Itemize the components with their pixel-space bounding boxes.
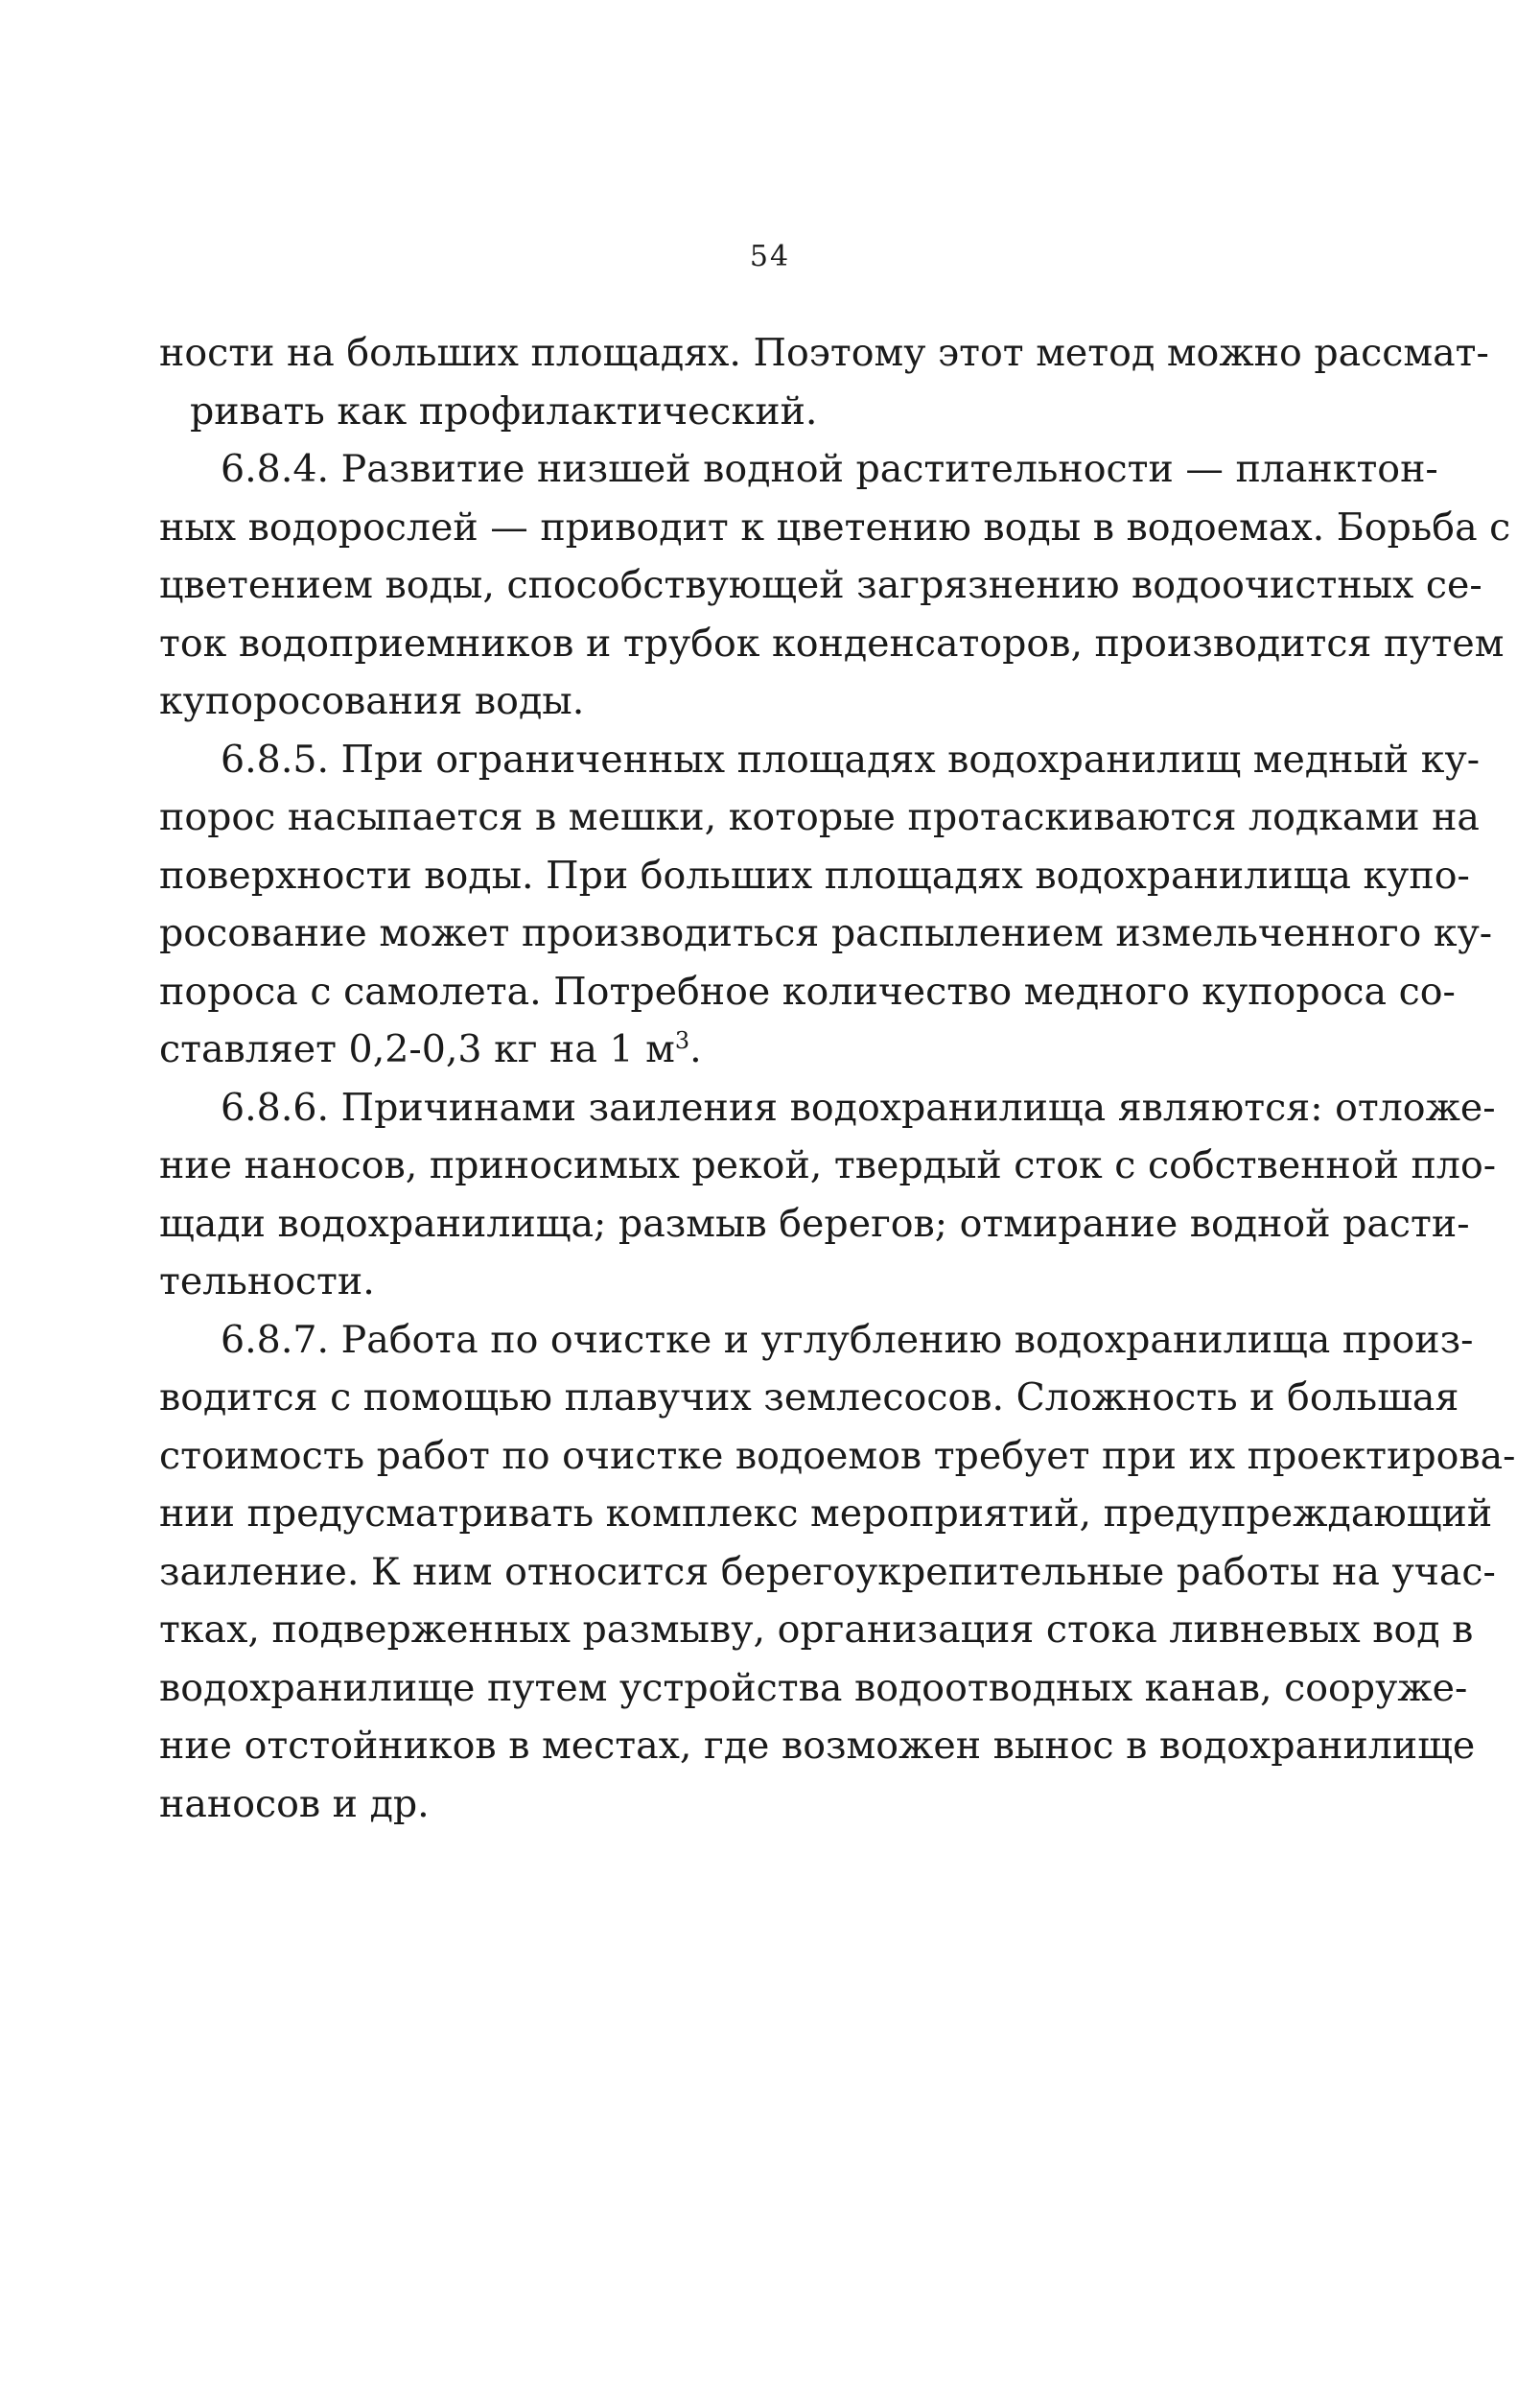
text-line: щади водохранилища; размыв берегов; отмирание водной расти- (159, 1201, 1470, 1246)
page-number: 54 (749, 240, 791, 273)
text-line: заиление. К ним относится берегоукрепительные работы на учас- (159, 1549, 1496, 1594)
paragraph-6-8-4-line: 6.8.4. Развитие низшей водной растительности — планктон- (221, 447, 1438, 491)
text-line: водохранилище путем устройства водоотводных канав, сооруже- (159, 1665, 1468, 1710)
text-line: тках, подверженных размыву, организация стока ливневых вод в (159, 1608, 1474, 1652)
text-line: наносов и др. (159, 1781, 430, 1826)
text-line: ных водорослей — приводит к цветению воды в водоемах. Борьба с (159, 505, 1511, 550)
paragraph-6-8-5-line: 6.8.5. При ограниченных площадях водохранилищ медный ку- (221, 737, 1481, 782)
text-line: порос насыпается в мешки, которые протаскиваются лодками на (159, 795, 1480, 839)
sentence-end: . (689, 1027, 702, 1071)
text-line: поверхности воды. При больших площадях водохранилища купо- (159, 853, 1470, 898)
text-line: тельности. (159, 1259, 375, 1303)
text-line: ривать как профилактический. (190, 388, 818, 434)
paragraph-6-8-7-line: 6.8.7. Работа по очистке и углублению водохранилища произ- (221, 1317, 1474, 1362)
text-line: нии предусматривать комплекс мероприятий, предупреждающий (159, 1491, 1493, 1536)
paragraph-6-8-6-line: 6.8.6. Причинами заиления водохранилища являются: отложе- (221, 1085, 1496, 1130)
text-line: водится с помощью плавучих землесосов. Сложность и большая (159, 1375, 1459, 1420)
text-line: купоросования воды. (159, 679, 585, 723)
text-line: пороса с самолета. Потребное количество медного купороса со- (159, 969, 1456, 1014)
text-line: ности на больших площадях. Поэтому этот метод можно рассмат- (159, 331, 1489, 375)
text-line: ние отстойников в местах, где возможен вынос в водохранилище (159, 1724, 1476, 1768)
text-line: ние наносов, приносимых рекой, твердый сток с собственной пло- (159, 1143, 1497, 1187)
text-line: цветением воды, способствующей загрязнению водоочистных се- (159, 563, 1482, 607)
text-line: стоимость работ по очистке водоемов требует при их проектирова- (159, 1433, 1516, 1478)
text-line: росование может производиться распылением измельченного ку- (159, 911, 1493, 955)
text-line (159, 1021, 1401, 1079)
text-line: ток водоприемников и трубок конденсаторов, производится путем (159, 621, 1505, 666)
body-text (159, 324, 1516, 1833)
superscript: 3 (674, 1026, 690, 1054)
text-line-content: ставляет 0,2-0,3 кг на 1 м (159, 1027, 675, 1071)
